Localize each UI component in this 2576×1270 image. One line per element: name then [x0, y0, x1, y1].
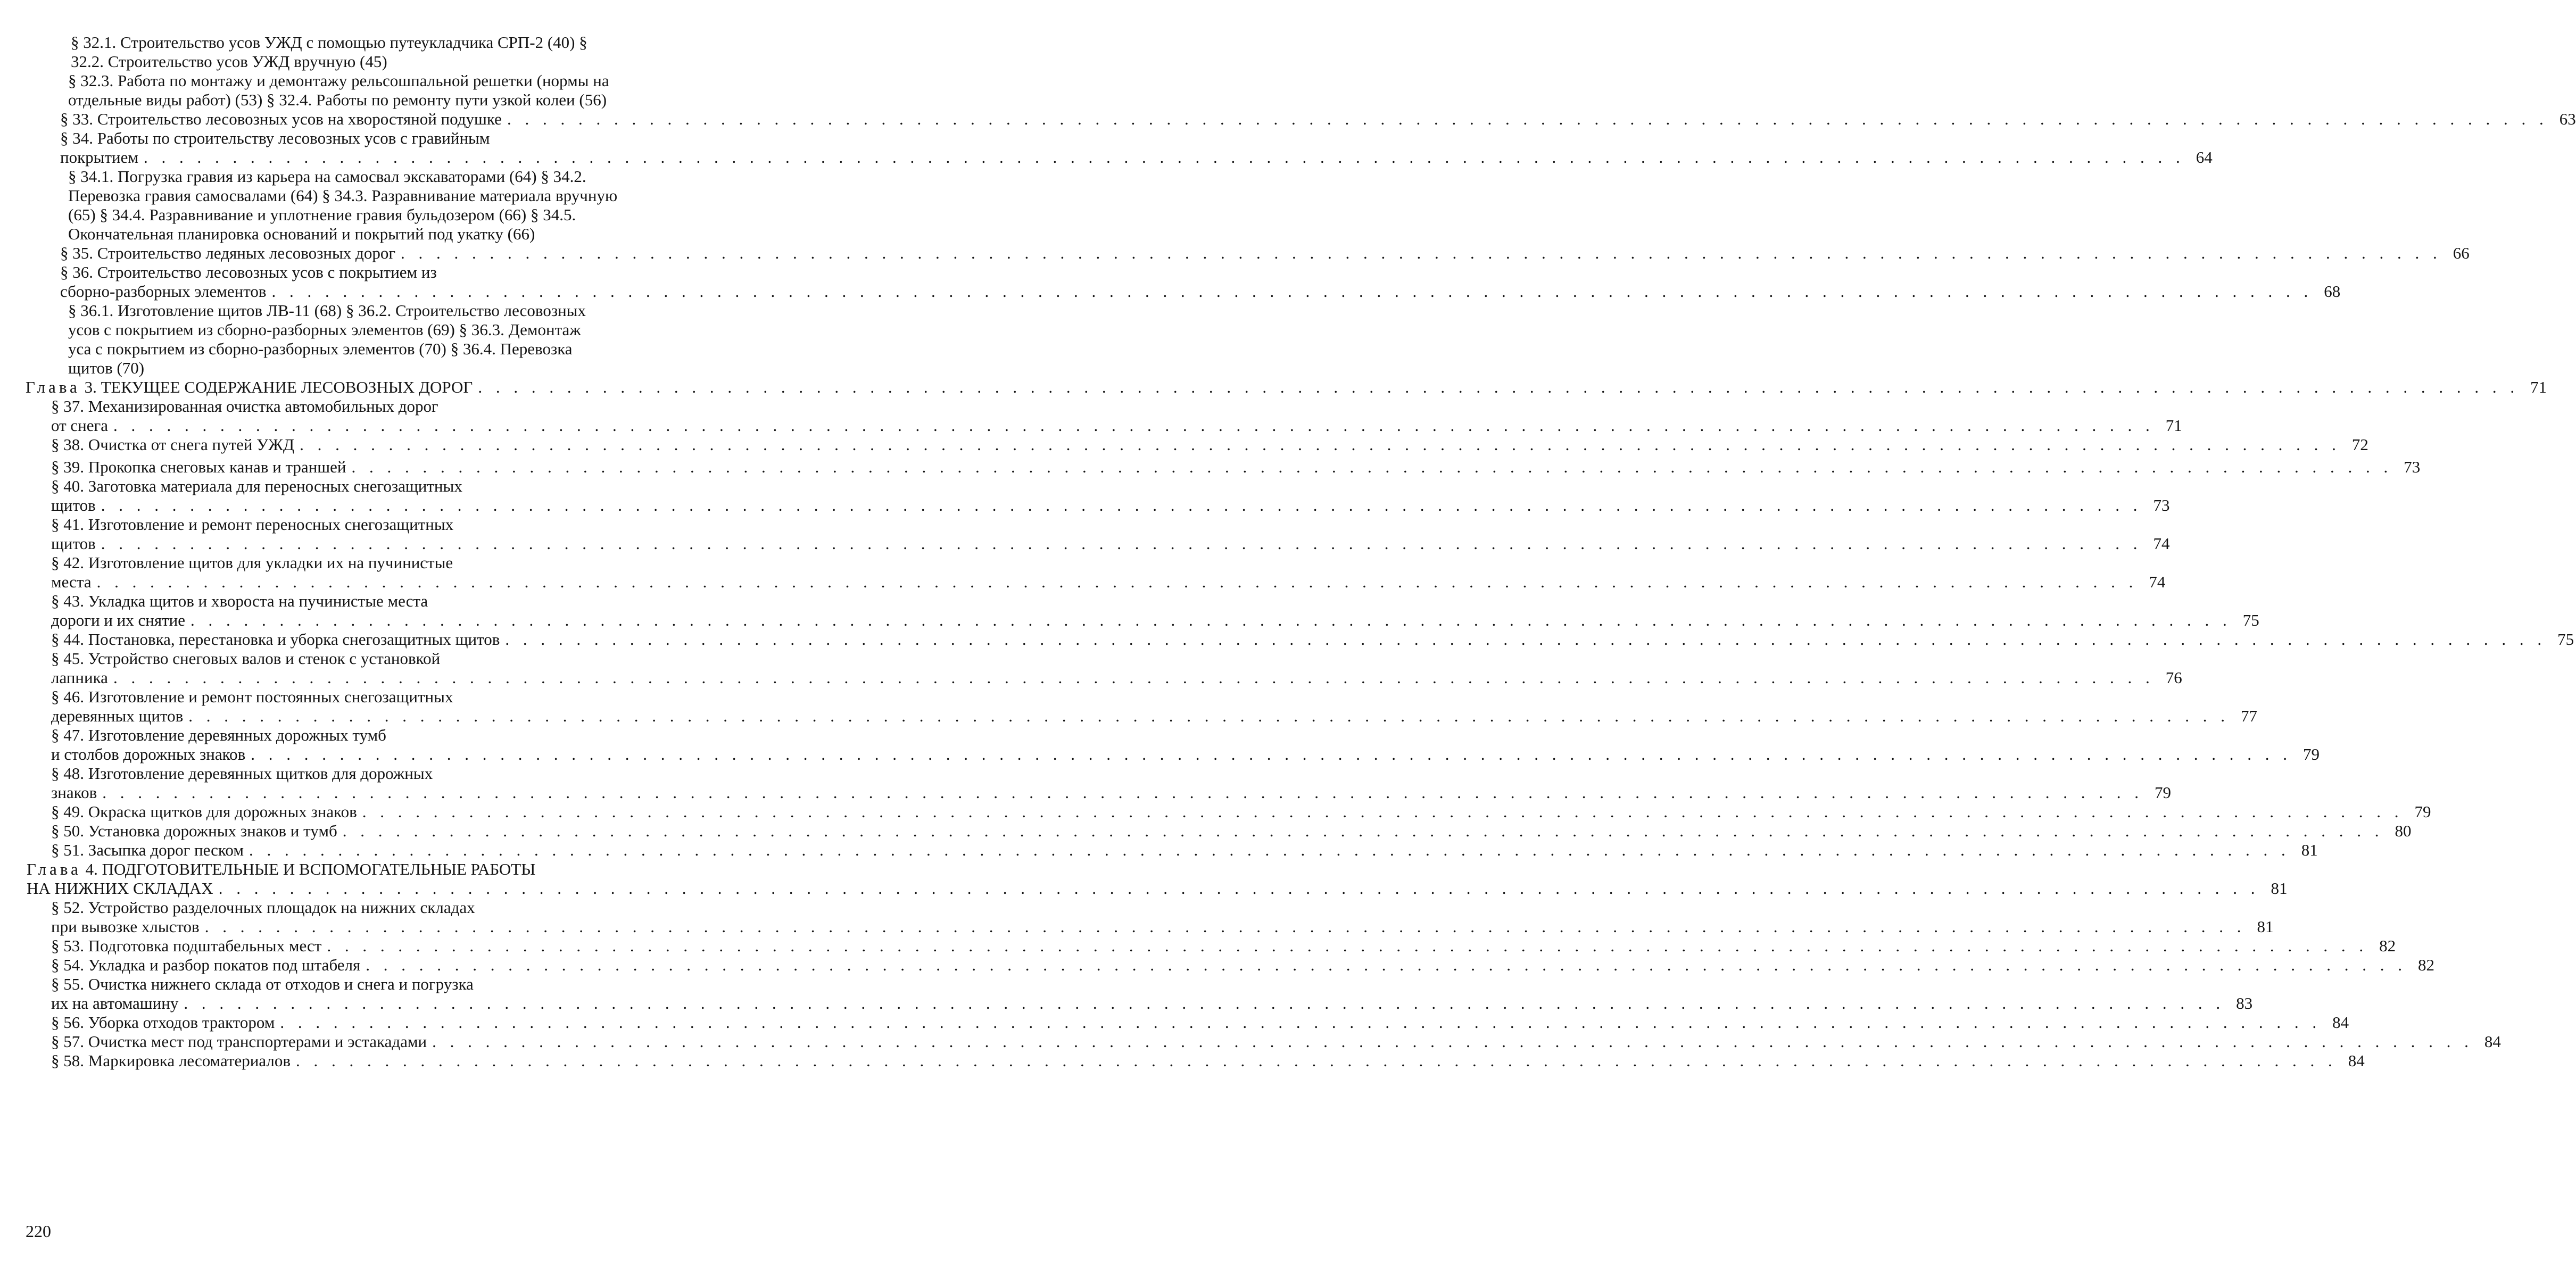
toc-entry-40[interactable]	[0, 477, 2170, 515]
leader-dots	[300, 435, 2341, 454]
leader-dots	[507, 110, 2548, 129]
toc-entry-34[interactable]	[0, 129, 2213, 167]
toc-page-number: 80	[2395, 821, 2412, 840]
leader-dots	[296, 1051, 2337, 1070]
toc-page-number: 84	[2484, 1032, 2501, 1051]
toc-entry-title: § 50. Установка дорожных знаков и тумб	[51, 821, 337, 840]
toc-subsections-32	[0, 33, 799, 71]
toc-page-number: 73	[2153, 496, 2170, 514]
toc-entry-title: § 42. Изготовление щитов для укладки их на пучинистые	[51, 553, 453, 572]
leader-dots	[401, 244, 2442, 263]
toc-entry-title: § 53. Подготовка подштабельных мест	[51, 936, 322, 955]
chapter-title-cont: НА НИЖНИХ СКЛАДАХ	[27, 879, 213, 898]
page-number: 220	[26, 1222, 51, 1241]
toc-entry-title: § 49. Окраска щитков для дорожных знаков	[51, 802, 357, 821]
toc-page-number: 73	[2404, 458, 2421, 476]
toc-page-number: 74	[2153, 534, 2170, 553]
toc-chapter-3[interactable]	[0, 378, 2547, 397]
toc-subsections-36	[0, 301, 796, 378]
toc-entry-title: § 54. Укладка и разбор покатов под штабеля	[51, 956, 361, 974]
leader-dots	[188, 707, 2230, 726]
leader-dots	[249, 841, 2290, 860]
toc-subsections-34	[0, 167, 796, 244]
toc-entry-title: § 51. Засыпка дорог песком	[51, 841, 244, 859]
leader-dots	[205, 917, 2246, 936]
leader-dots	[219, 879, 2260, 898]
leader-dots	[144, 148, 2185, 167]
toc-entry-49[interactable]	[0, 802, 2431, 821]
toc-entry-47[interactable]	[0, 726, 2320, 764]
toc-entry-title: § 34. Работы по строительству лесовозных усов с гравийным	[60, 129, 490, 147]
toc-entry-title: § 48. Изготовление деревянных щитков для дорожных	[51, 764, 433, 783]
toc-entry-37[interactable]	[0, 397, 2182, 435]
leader-dots	[251, 745, 2292, 764]
toc-subsection-text: § 34.1. Погрузка гравия из карьера на самосвал экскаваторами (64) § 34.2. Перевозка гравия самосвалами (64) § 34.3. Разравнивание материала вручную (65) § 34.4. Разравнивание и уплотнение гравия бульдозером (66) § 34.5. Окончательная планировка оснований и покрытий под укатку (66)	[68, 167, 618, 243]
leader-dots	[101, 496, 2142, 515]
toc-entry-52[interactable]	[0, 898, 2274, 936]
chapter-title: ПОДГОТОВИТЕЛЬНЫЕ И ВСПОМОГАТЕЛЬНЫЕ РАБОТЫ	[102, 860, 536, 878]
leader-dots	[366, 956, 2407, 975]
toc-entry-45[interactable]	[0, 649, 2182, 687]
toc-subsection-text: § 32.1. Строительство усов УЖД с помощью путеукладчика СРП-2 (40) § 32.2. Строительство усов УЖД вручную (45)	[71, 33, 587, 71]
leader-dots	[113, 668, 2155, 687]
leader-dots	[101, 534, 2142, 553]
chapter-number: 3.	[84, 378, 97, 396]
toc-entry-title: § 55. Очистка нижнего склада от отходов и снега и погрузка	[51, 975, 474, 993]
toc-entry-title: § 58. Маркировка лесоматериалов	[51, 1051, 291, 1070]
toc-subsection-text: § 36.1. Изготовление щитов ЛВ-11 (68) § 36.2. Строительство лесовозных усов с покрытием из сборно-разборных элементов (69) § 36.3. Демонтаж уса с покрытием из сборно-разборных элементов (70) § 36.4. Перевозка щитов (70)	[68, 301, 586, 377]
chapter-number: 4.	[85, 860, 98, 878]
toc-entry-title-cont: места	[51, 572, 92, 591]
toc-page-number: 84	[2332, 1013, 2349, 1032]
leader-dots	[184, 994, 2225, 1013]
leader-dots	[280, 1013, 2321, 1032]
toc-entry-title: § 38. Очистка от снега путей УЖД	[51, 435, 295, 454]
toc-entry-title-cont: сборно-разборных элементов	[60, 282, 267, 301]
toc-subsection-text: § 32.3. Работа по монтажу и демонтажу рельсошпальной решетки (нормы на отдельные виды работ) (53) § 32.4. Работы по ремонту пути узкой колеи (56)	[68, 71, 609, 109]
toc-chapter-4[interactable]	[0, 860, 2288, 898]
toc-page-number: 75	[2557, 630, 2574, 649]
toc-entry-title: § 52. Устройство разделочных площадок на нижних складах	[51, 898, 475, 917]
leader-dots	[352, 458, 2393, 477]
chapter-label: Глава	[27, 860, 81, 878]
toc-page-number: 81	[2257, 917, 2274, 936]
leader-dots	[362, 802, 2404, 821]
leader-dots	[272, 282, 2313, 301]
toc-entry-title-cont: щитов	[51, 496, 96, 514]
toc-entry-36[interactable]	[0, 263, 2341, 301]
toc-entry-41[interactable]	[0, 515, 2170, 553]
toc-entry-48[interactable]	[0, 764, 2171, 802]
leader-dots	[97, 572, 2138, 592]
toc-entry-title: § 45. Устройство снеговых валов и стенок с установкой	[51, 649, 441, 668]
toc-subsections-32b	[0, 71, 796, 110]
toc-page-number: 84	[2348, 1051, 2365, 1070]
toc-entry-title: § 33. Строительство лесовозных усов на хворостяной подушке	[60, 110, 502, 128]
leader-dots	[113, 416, 2155, 435]
toc-page-number: 71	[2530, 378, 2547, 396]
toc-entry-title: § 56. Уборка отходов трактором	[51, 1013, 275, 1032]
toc-entry-54[interactable]	[0, 956, 2435, 975]
toc-page-number: 74	[2149, 572, 2166, 591]
leader-dots	[327, 936, 2368, 956]
toc-entry-50[interactable]	[0, 821, 2412, 841]
toc-entry-title-cont: деревянных щитов	[51, 707, 184, 725]
toc-page-number: 72	[2351, 435, 2368, 454]
toc-entry-56[interactable]	[0, 1013, 2349, 1032]
toc-page-number: 82	[2379, 936, 2396, 955]
toc-entry-title: § 37. Механизированная очистка автомобильных дорог	[51, 397, 438, 416]
toc-entry-title: § 43. Укладка щитов и хвороста на пучинистые места	[51, 592, 428, 610]
toc-page-number: 68	[2324, 282, 2341, 301]
toc-entry-title-cont: щитов	[51, 534, 96, 553]
leader-dots	[343, 821, 2384, 841]
toc-entry-title-cont: знаков	[51, 783, 97, 802]
toc-page-number: 79	[2414, 802, 2431, 821]
toc-entry-51[interactable]	[0, 841, 2318, 860]
toc-page-number: 64	[2196, 148, 2213, 167]
toc-page-number: 81	[2301, 841, 2318, 859]
toc-entry-title: § 41. Изготовление и ремонт переносных снегозащитных	[51, 515, 454, 534]
toc-entry-53[interactable]	[0, 936, 2396, 956]
toc-entry-title: § 35. Строительство ледяных лесовозных дорог	[60, 244, 396, 262]
toc-entry-39[interactable]	[0, 458, 2421, 477]
toc-entry-44[interactable]	[0, 630, 2574, 649]
toc-page-number: 76	[2165, 668, 2182, 687]
toc-entry-title: § 39. Прокопка снеговых канав и траншей	[51, 458, 346, 476]
toc-entry-55[interactable]	[0, 975, 2253, 1013]
toc-entry-57[interactable]	[0, 1032, 2501, 1051]
toc-page-number: 81	[2271, 879, 2288, 898]
toc-page-number: 75	[2242, 611, 2259, 629]
leader-dots	[190, 611, 2232, 630]
toc-entry-35[interactable]	[0, 244, 2470, 263]
toc-page-number: 77	[2241, 707, 2258, 725]
toc-entry-title: § 47. Изготовление деревянных дорожных тумб	[51, 726, 386, 744]
toc-entry-title: § 36. Строительство лесовозных усов с покрытием из	[60, 263, 437, 281]
toc-entry-33[interactable]	[0, 110, 2576, 129]
toc-page-number: 79	[2303, 745, 2320, 763]
toc-entry-title-cont: их на автомашину	[51, 994, 179, 1012]
toc-entry-title: § 57. Очистка мест под транспортерами и эстакадами	[51, 1032, 427, 1051]
toc-entry-title: § 40. Заготовка материала для переносных снегозащитных	[51, 477, 462, 495]
toc-entry-46[interactable]	[0, 687, 2258, 726]
toc-page-number: 66	[2453, 244, 2470, 262]
toc-entry-title-cont: при вывозке хлыстов	[51, 917, 200, 936]
toc-entry-58[interactable]	[0, 1051, 2365, 1070]
toc-entry-42[interactable]	[0, 553, 2166, 592]
toc-entry-title-cont: и столбов дорожных знаков	[51, 745, 246, 763]
table-of-contents	[0, 33, 2576, 1070]
toc-entry-title-cont: лапника	[51, 668, 108, 687]
toc-page-number: 71	[2165, 416, 2182, 435]
toc-entry-43[interactable]	[0, 592, 2259, 630]
leader-dots	[505, 630, 2546, 649]
toc-entry-title-cont: дороги и их снятие	[51, 611, 186, 629]
toc-page-number: 82	[2418, 956, 2435, 974]
toc-entry-title-cont: от снега	[51, 416, 108, 435]
leader-dots	[102, 783, 2143, 802]
toc-entry-title-cont: покрытием	[60, 148, 138, 167]
chapter-title: ТЕКУЩЕЕ СОДЕРЖАНИЕ ЛЕСОВОЗНЫХ ДОРОГ	[101, 378, 473, 396]
toc-page-number: 79	[2154, 783, 2171, 802]
toc-entry-title: § 46. Изготовление и ремонт постоянных снегозащитных	[51, 687, 453, 706]
toc-entry-title: § 44. Постановка, перестановка и уборка снегозащитных щитов	[51, 630, 500, 649]
toc-page-number: 83	[2236, 994, 2253, 1012]
leader-dots	[432, 1032, 2473, 1051]
toc-page-number: 63	[2559, 110, 2576, 128]
chapter-label: Глава	[26, 378, 80, 396]
toc-entry-38[interactable]	[0, 435, 2368, 454]
leader-dots	[478, 378, 2519, 397]
